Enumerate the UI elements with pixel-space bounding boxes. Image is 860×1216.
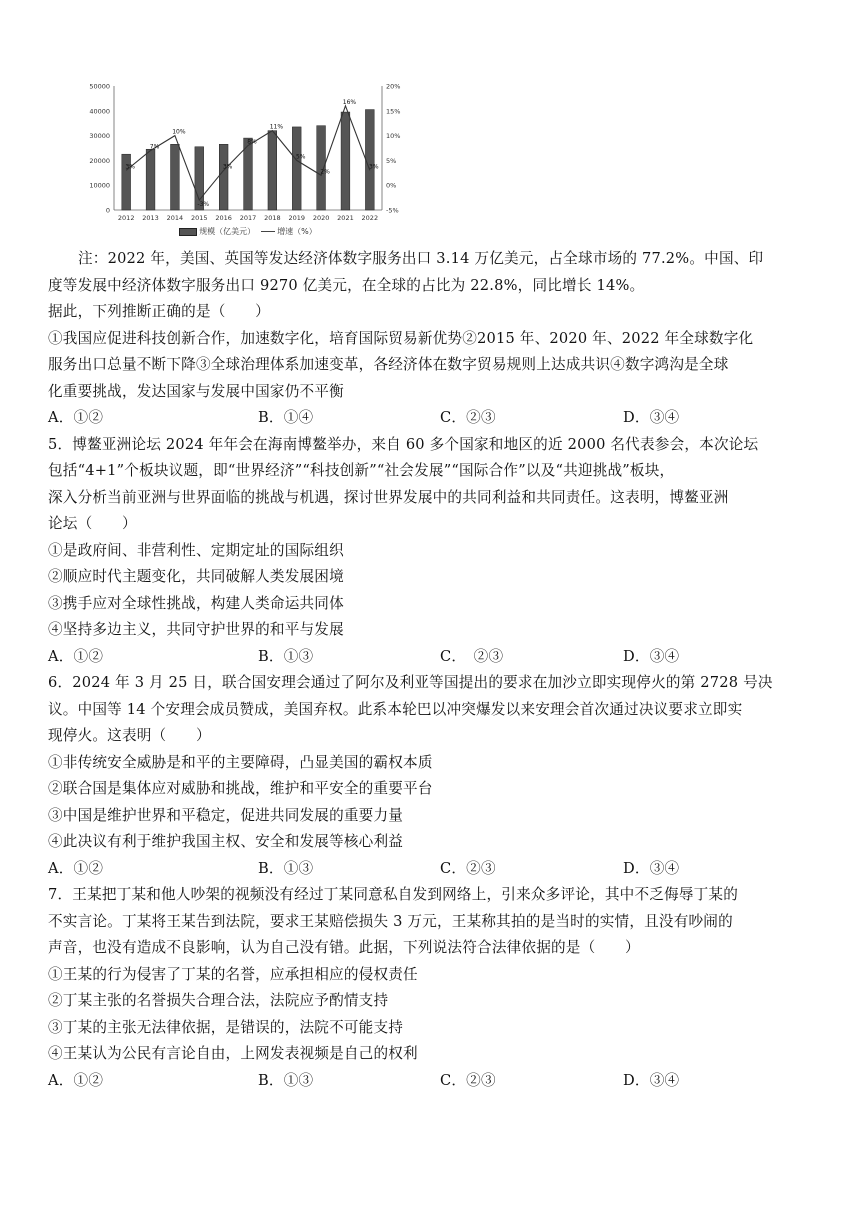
note-line-2: 度等发展中经济体数字服务出口 9270 亿美元，在全球的占比为 22.8%，同比增长 14%。 bbox=[48, 276, 645, 294]
right-tick-label: 10% bbox=[386, 132, 401, 141]
chart-bar bbox=[146, 149, 155, 210]
q7-choices bbox=[48, 1068, 818, 1095]
chart-bar bbox=[171, 144, 180, 210]
x-tick-label: 2018 bbox=[264, 214, 281, 222]
left-tick-label: 40000 bbox=[89, 107, 110, 116]
q5-item-2: ②顺应时代主题变化，共同破解人类发展困境 bbox=[48, 568, 344, 585]
right-tick-label: 0% bbox=[386, 181, 397, 190]
right-tick-label: 15% bbox=[386, 107, 401, 116]
growth-data-label: 7% bbox=[149, 143, 160, 151]
q5-line-2: 包括“4+1”个板块议题，即“世界经济”“科技创新”“社会发展”“国际合作”以及“共迎挑战”板块， bbox=[48, 462, 675, 479]
growth-data-label: 5% bbox=[295, 153, 306, 161]
legend-line-swatch bbox=[261, 231, 275, 232]
growth-data-label: 3% bbox=[222, 163, 233, 171]
chart-bar bbox=[219, 144, 228, 210]
q6-line-2: 议。中国等 14 个安理会成员赞成，美国弃权。此系本轮巴以冲突爆发以来安理会首次通过决议要求立即实 bbox=[48, 700, 743, 718]
x-tick-label: 2013 bbox=[142, 214, 159, 222]
q4-choice-d[interactable]: D．③④ bbox=[623, 409, 680, 426]
x-tick-label: 2019 bbox=[288, 214, 306, 222]
q6-choices bbox=[48, 856, 818, 883]
x-tick-label: 2015 bbox=[190, 214, 208, 222]
q7-choice-d[interactable]: D．③④ bbox=[623, 1071, 680, 1089]
left-tick-label: 30000 bbox=[89, 132, 110, 141]
q5-choice-c[interactable]: C． ②③ bbox=[440, 647, 504, 665]
growth-data-label: 11% bbox=[269, 123, 284, 131]
right-tick-label: 20% bbox=[386, 82, 401, 91]
q6-choice-b[interactable]: B．①③ bbox=[258, 859, 314, 877]
q5-item-4: ④坚持多边主义，共同守护世界的和平与发展 bbox=[48, 621, 344, 638]
q6-item-3: ③中国是维护世界和平稳定，促进共同发展的重要力量 bbox=[48, 806, 404, 824]
left-tick-label: 20000 bbox=[89, 156, 110, 165]
digital-services-chart bbox=[82, 78, 414, 244]
left-tick-label: 50000 bbox=[89, 82, 110, 91]
q6-choice-d[interactable]: D．③④ bbox=[623, 859, 680, 877]
growth-data-label: 8% bbox=[247, 138, 257, 146]
q7-item-4: ④王某认为公民有言论自由，上网发表视频是自己的权利 bbox=[48, 1045, 418, 1062]
x-tick-label: 2014 bbox=[166, 214, 184, 222]
q7-line-3: 声音，也没有造成不良影响，认为自己没有错。此据，下列说法符合法律依据的是（ ） bbox=[48, 939, 640, 956]
legend-bar-label: 规模（亿美元） bbox=[199, 227, 256, 236]
q5-choice-d[interactable]: D．③④ bbox=[623, 647, 680, 665]
q6-item-4: ④此决议有利于维护我国主权、安全和发展等核心利益 bbox=[48, 833, 404, 850]
x-tick-label: 2017 bbox=[239, 214, 257, 222]
q4-choice-a[interactable]: A．①② bbox=[48, 409, 104, 426]
q5-line-1: 5．博鳌亚洲论坛 2024 年年会在海南博鳌举办，来自 60 多个国家和地区的近 2000 名代表参会，本次论坛 bbox=[48, 435, 759, 453]
x-tick-label: 2021 bbox=[337, 214, 354, 222]
q6-choice-c[interactable]: C．②③ bbox=[440, 859, 496, 877]
q6-line-3: 现停火。这表明（ ） bbox=[48, 727, 211, 744]
q4-choices bbox=[48, 405, 818, 432]
q7-line-1: 7．王某把丁某和他人吵架的视频没有经过丁某同意私自发到网络上，引来众多评论，其中不乏侮辱丁某的 bbox=[48, 886, 739, 903]
x-tick-label: 2016 bbox=[215, 214, 232, 222]
q5-choices bbox=[48, 644, 818, 671]
q5-item-3: ③携手应对全球性挑战，构建人类命运共同体 bbox=[48, 594, 344, 612]
note-line-1: 注：2022 年，美国、英国等发达经济体数字服务出口 3.14 万亿美元，占全球市场的 77.2%。中国、印 bbox=[78, 250, 764, 267]
q4-option-line-3: 化重要挑战，发达国家与发展中国家仍不平衡 bbox=[48, 382, 344, 400]
q4-stem: 据此，下列推断正确的是（ ） bbox=[48, 303, 270, 320]
q4-option-line-1: ①我国应促进科技创新合作，加速数字化，培育国际贸易新优势②2015 年、2020 年、2022 年全球数字化 bbox=[48, 329, 754, 347]
q7-item-2: ②丁某主张的名誉损失合理合法，法院应予酌情支持 bbox=[48, 992, 389, 1009]
q4-choice-c[interactable]: C．②③ bbox=[440, 409, 496, 426]
q6-item-2: ②联合国是集体应对威胁和挑战，维护和平安全的重要平台 bbox=[48, 780, 433, 797]
chart-bar bbox=[268, 131, 277, 210]
x-tick-label: 2020 bbox=[312, 214, 330, 222]
chart-svg bbox=[82, 78, 414, 226]
q5-item-1: ①是政府间、非营利性、定期定址的国际组织 bbox=[48, 541, 344, 559]
q7-choice-c[interactable]: C．②③ bbox=[440, 1071, 496, 1089]
q4-choice-b[interactable]: B．①④ bbox=[258, 409, 314, 426]
growth-data-label: -3% bbox=[197, 201, 210, 209]
q5-choice-a[interactable]: A．①② bbox=[48, 647, 104, 665]
q5-choice-b[interactable]: B．①③ bbox=[258, 647, 314, 665]
q7-item-1: ①王某的行为侵害了丁某的名誉，应承担相应的侵权责任 bbox=[48, 965, 418, 983]
chart-bar bbox=[365, 110, 374, 210]
right-tick-label: -5% bbox=[386, 206, 399, 215]
q6-line-1: 6．2024 年 3 月 25 日，联合国安理会通过了阿尔及利亚等国提出的要求在加沙立即实现停火的第 2728 号决 bbox=[48, 674, 773, 691]
q7-item-3: ③丁某的主张无法律依据，是错误的，法院不可能支持 bbox=[48, 1018, 404, 1036]
x-tick-label: 2012 bbox=[117, 214, 135, 222]
growth-data-label: 2% bbox=[320, 168, 330, 176]
chart-bar bbox=[292, 127, 301, 210]
growth-data-label: 3% bbox=[369, 163, 379, 171]
left-tick-label: 0 bbox=[105, 206, 110, 215]
growth-data-label: 10% bbox=[172, 128, 186, 136]
q5-line-3: 深入分析当前亚洲与世界面临的挑战与机遇，探讨世界发展中的共同利益和共同责任。这表明，博鳌亚洲 bbox=[48, 488, 729, 506]
q6-item-1: ①非传统安全威胁是和平的主要障碍，凸显美国的霸权本质 bbox=[48, 753, 433, 771]
q7-choice-b[interactable]: B．①③ bbox=[258, 1071, 314, 1089]
growth-data-label: 16% bbox=[342, 98, 357, 106]
left-tick-label: 10000 bbox=[89, 181, 110, 190]
q7-line-2: 不实言论。丁某将王某告到法院，要求王某赔偿损失 3 万元，王某称其拍的是当时的实情，且没有吵闹的 bbox=[48, 912, 733, 930]
legend-line-label: 增速（%） bbox=[277, 227, 317, 236]
chart-bar bbox=[341, 112, 350, 210]
q6-choice-a[interactable]: A．①② bbox=[48, 859, 104, 877]
right-tick-label: 5% bbox=[386, 156, 397, 165]
growth-data-label: 3% bbox=[125, 163, 135, 171]
q4-option-line-2: 服务出口总量不断下降③全球治理体系加速变革，各经济体在数字贸易规则上达成共识④数字鸿沟是全球 bbox=[48, 356, 729, 373]
chart-legend bbox=[82, 226, 414, 237]
q5-line-4: 论坛（ ） bbox=[48, 515, 137, 532]
legend-bar-swatch bbox=[179, 228, 197, 236]
x-tick-label: 2022 bbox=[361, 214, 379, 222]
q7-choice-a[interactable]: A．①② bbox=[48, 1071, 104, 1089]
chart-note bbox=[48, 246, 818, 1094]
